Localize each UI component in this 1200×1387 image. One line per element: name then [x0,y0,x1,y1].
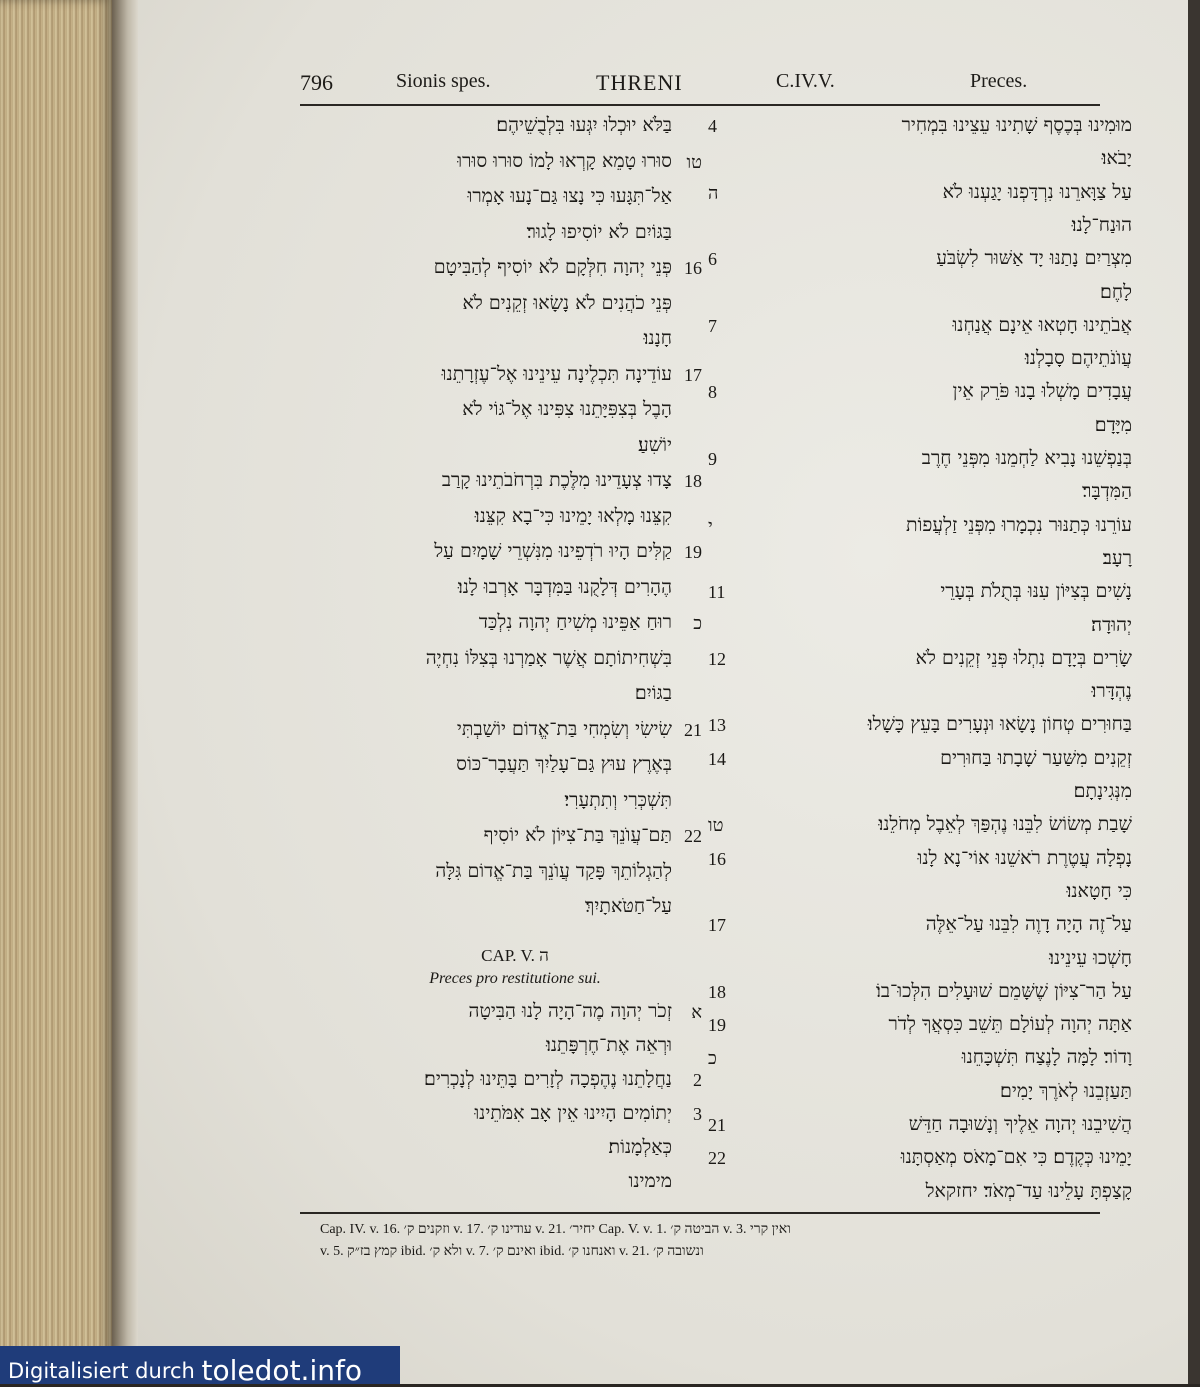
verse-line: עוֹרֵנוּ כְּתַנּוּר נִכְמָרוּ מִפְּנֵי זַלְעֲפוֹת [905,513,1132,536]
verse-number: טו [708,815,724,836]
verse-line: בַּלֹּא יוּכְלוּ יִגְּעוּ בִּלְבֻשֵׁיהֶם׃ [496,114,672,136]
verse-line: נַחֲלָתֵנוּ נֶהֶפְכָה לְזָרִים בָּתֵּינוּ לְנָכְרִים׃ [423,1068,672,1090]
chapter-reference: C.IV.V. [776,70,835,92]
chapter-subtitle: Preces pro restitutione sui. [429,970,601,987]
verse-line: בְּנַפְשֵׁנוּ נָבִיא לַחְמֵנוּ מִפְּנֵי חֶרֶב [921,447,1132,469]
verse-line: עוֹדֵינָה תִּכְלֶינָה עֵינֵינוּ אֶל־עֶזְרָתֵנוּ [441,362,672,385]
verse-line: בַּגּוֹיִם לֹא יוֹסִיפוּ לָגוּר׃ [526,220,672,243]
verse-line: הָבֶל בְּצִפִּיָּתֵנוּ צִפִּינוּ אֶל־גּוֹי לֹא [462,398,672,420]
verse-line: נֶהְדָּרוּ׃ [1091,680,1132,703]
verse-line: נָפְלָה עֲטֶרֶת רֹאשֵׁנוּ אוֹי־נָא לָנוּ [917,846,1132,869]
left-text-column-cap5 [270,996,702,1206]
verse-line: יְתוֹמִים הָיִינוּ אֵין אָב אִמֹּתֵינוּ [474,1102,672,1124]
book-gutter [112,0,138,1384]
verse-line: פְּנֵי כֹהֲנִים לֹא נָשָׂאוּ זְקֵנִים לֹא [462,291,672,314]
verse-number: 14 [708,748,726,769]
verse-line: עֲבָדִים מָשְׁלוּ בָנוּ פֹּרֵק אֵין [952,380,1132,403]
verse-line: בַּחוּרִים טְחוֹן נָשָׂאוּ וּנְעָרִים בָּעֵץ כָּשָׁלוּ׃ [867,713,1132,736]
verse-number: 9 [708,449,717,469]
verse-line: וָדוֹר׃ לָמָּה לָנֶצַח תִּשְׁכָּחֵנוּ [961,1046,1132,1069]
footnote-line: Cap. IV. v. 16. וזקנים ק׳ v. 17. עודינו ק׳ v. 21. יחיר׳ Cap. V. v. 1. הביטה ק׳ v. 3. ואין קרי [320,1222,791,1237]
verse-line: עֲוֺנֹתֵיהֶם סָבָלְנוּ׃ [1024,347,1132,370]
page-number: 796 [300,70,333,95]
verse-line: אַל־תִּגָּעוּ כִּי נָצוּ גַּם־נָעוּ אָמְרוּ [467,185,672,207]
header-rule [300,104,1100,106]
verse-number: 3 [693,1104,702,1124]
verse-line: שָׂרִים בְּיָדָם נִתְלוּ פְּנֵי זְקֵנִים לֹא [915,646,1132,669]
verse-line: הוּנַח־לָנוּ׃ [1071,213,1132,236]
verse-line: עַל הַר־צִיּוֹן שֶׁשָּׁמֵם שׁוּעָלִים הִלְּכוּ־בוֹ׃ [875,979,1132,1002]
verse-line: אַתָּה יְהוָה לְעוֹלָם תֵּשֵׁב כִּסְאֲךָ לְדֹר [888,1013,1132,1036]
verse-line: זְכֹר יְהוָה מֶה־הָיָה לָנוּ הַבִּיטָה [468,1000,672,1022]
verse-line: נָשִׁים בְּצִיּוֹן עִנּוּ בְּתֻלֹת בְּעָרֵי [940,580,1132,603]
verse-number: טו [686,151,702,172]
verse-number: 2 [693,1070,702,1090]
verse-line: בִּשְׁחִיתוֹתָם אֲשֶׁר אָמַרְנוּ בְּצִלּוֹ נִחְיֶה [425,646,672,669]
verse-line: רָעָב׃ [1102,546,1132,569]
verse-number: 13 [708,715,726,736]
verse-line: זְקֵנִים מִשַּׁעַר שָׁבָתוּ בַּחוּרִים [940,746,1132,769]
verse-line: עַל צַוָּארֵנוּ נִרְדָּפְנוּ יָגַעְנוּ לֹא [942,180,1132,203]
verse-line: מִצְרַיִם נָתַנּוּ יָד אַשּׁוּר לִשְׂבֹּעַ [936,247,1132,270]
left-running-title: Sionis spes. [396,70,491,92]
verse-number: 16 [708,848,726,869]
verse-number: ה [708,182,719,203]
verse-number: 19 [708,1015,726,1036]
verse-line: יְהוּדָה׃ [1091,613,1132,636]
verse-number: 22 [684,826,702,846]
verse-line: הַמִּדְבָּר׃ [1082,480,1132,503]
digitization-banner[interactable] [0,1346,400,1387]
verse-number: 12 [708,648,726,669]
verse-number: 16 [684,258,702,278]
verse-line: עַל־חַטֹּאתָיִךְ׃ [585,895,672,917]
verse-line: קָצַפְתָּ עָלֵינוּ עַד־מְאֹד׃ יחזקאל [925,1179,1132,1202]
verse-line: צָדוּ צְעָדֵינוּ מִלֶּכֶת בִּרְחֹבֹתֵינוּ קָרַב [441,469,672,491]
footnote-line: v. 5. קמץ בז״ק ibid. ולא ק׳ v. 7. ואינם ק׳ ibid. ואנחנו ק׳ v. 21. ונשובה ק׳ [320,1244,704,1259]
verse-number: כ [708,1048,717,1069]
right-running-title: Preces. [970,70,1028,92]
book-title: THRENI [596,70,683,95]
right-text-column [708,110,1132,1210]
verse-number: 22 [708,1148,726,1169]
verse-line: הֶהָרִים דְּלָקֻנוּ בַּמִּדְבָּר אָרְבוּ לָנוּ׃ [457,575,672,598]
verse-number: כ [693,613,702,633]
footnote-rule [300,1212,1100,1214]
verse-number: 19 [684,542,702,562]
verse-line: בַגּוֹיִם׃ [634,682,672,704]
verse-line: יָמֵינוּ כְּקֶדֶם׃ כִּי אִם־מָאֹס מְאַסְתָּנוּ [900,1146,1132,1169]
verse-line: מִיָּדָם׃ [1094,413,1132,436]
verse-line: תַּעַזְבֵנוּ לְאֹרֶךְ יָמִים׃ [1000,1079,1132,1102]
verse-line: רוּחַ אַפֵּינוּ מְשִׁיחַ יְהוָה נִלְכַּד [478,611,672,633]
verse-number: 21 [708,1115,726,1135]
verse-line: פְּנֵי יְהוָה חִלְּקָם לֹא יוֹסִיף לְהַבִּיטָם [433,256,672,278]
verse-number: 18 [708,981,726,1002]
verse-line: כְּאַלְמָנוֹת׃ [608,1136,672,1158]
verse-line: תִּשְׁכְּרִי וְתִתְעָרִי׃ [564,788,672,811]
running-header [300,70,1100,104]
banner-site-link[interactable]: toledot.info [201,1354,362,1387]
verse-number: י [708,515,713,536]
verse-line: סוּרוּ טָמֵא קָרְאוּ לָמוֹ סוּרוּ סוּרוּ [457,149,672,172]
banner-text [8,1352,362,1385]
verse-line: קַלִּים הָיוּ רֹדְפֵינוּ מִנִּשְׁרֵי שָׁמָיִם עַל [434,540,672,562]
verse-number: 17 [708,915,726,936]
verse-number: 18 [684,471,702,491]
verse-line: יָבֹאוּ׃ [1101,147,1132,170]
verse-line: אֲבֹתֵינוּ חָטְאוּ אֵינָם אֲנַחְנוּ [952,313,1132,336]
verse-line: לָחֶם׃ [1100,280,1132,303]
verse-number: 17 [684,364,702,385]
verse-line: חָשְׁכוּ עֵינֵינוּ׃ [1049,946,1132,969]
chapter-heading: CAP. V. ה [481,946,549,965]
verse-number: 11 [708,582,726,603]
verse-line: שִׂישִׂי וְשִׂמְחִי בַּת־אֱדוֹם יוֹשַׁבְתִּי [456,717,672,740]
verse-line: וּרְאֵה אֶת־חֶרְפָּתֵנוּ׃ [546,1034,672,1056]
verse-number: 6 [708,249,717,270]
verse-line: כִּי חָטָאנוּ׃ [1066,879,1132,902]
verse-line: עַל־זֶה הָיָה דָוֶה לִבֵּנוּ עַל־אֵלֶּה [925,913,1132,936]
verse-line: בְּאֶרֶץ עוּץ גַּם־עָלַיִךְ תַּעֲבָר־כּוֹס [456,753,672,775]
verse-line: הֲשִׁיבֵנוּ יְהוָה אֵלֶיךָ וְנָשׁוּבָה חַדֵּשׁ [908,1113,1132,1135]
verse-line: מוּמִינוּ בְּכֶסֶף שָׁתִינוּ עֵצֵינוּ בִּמְחִיר [901,114,1132,136]
page-right-edge [1188,0,1200,1384]
verse-number: 7 [708,315,717,336]
verse-line: קִצֵּנוּ מָלְאוּ יָמֵינוּ כִּי־בָא קִצֵּנוּ׃ [474,504,672,527]
banner-prefix: Digitalisiert durch [8,1359,195,1383]
verse-line: מִנְּגִינָתָם׃ [1073,780,1132,802]
verse-number: 4 [708,116,717,136]
verse-line: לְהַגְלוֹתֵךְ פָּקַד עֲוֺנֵךְ בַּת־אֱדוֹם גִּלָּה [435,859,672,882]
verse-number: א [691,1002,702,1022]
verse-number: 21 [684,719,702,740]
verse-line: חָנָנוּ׃ [643,327,672,349]
verse-line: מימינו [628,1170,672,1192]
book-page-edges [0,0,112,1384]
verse-line: יוֹשִׁעַ׃ [637,433,672,456]
verse-line: תַּם־עֲוֺנֵךְ בַּת־צִיּוֹן לֹא יוֹסִיף [483,824,672,846]
verse-line: שָׁבַת מְשׂוֹשׂ לִבֵּנוּ נֶהְפַּךְ לְאֵבֶל מְחֹלֵנוּ׃ [878,813,1132,836]
verse-number: 8 [708,382,717,403]
